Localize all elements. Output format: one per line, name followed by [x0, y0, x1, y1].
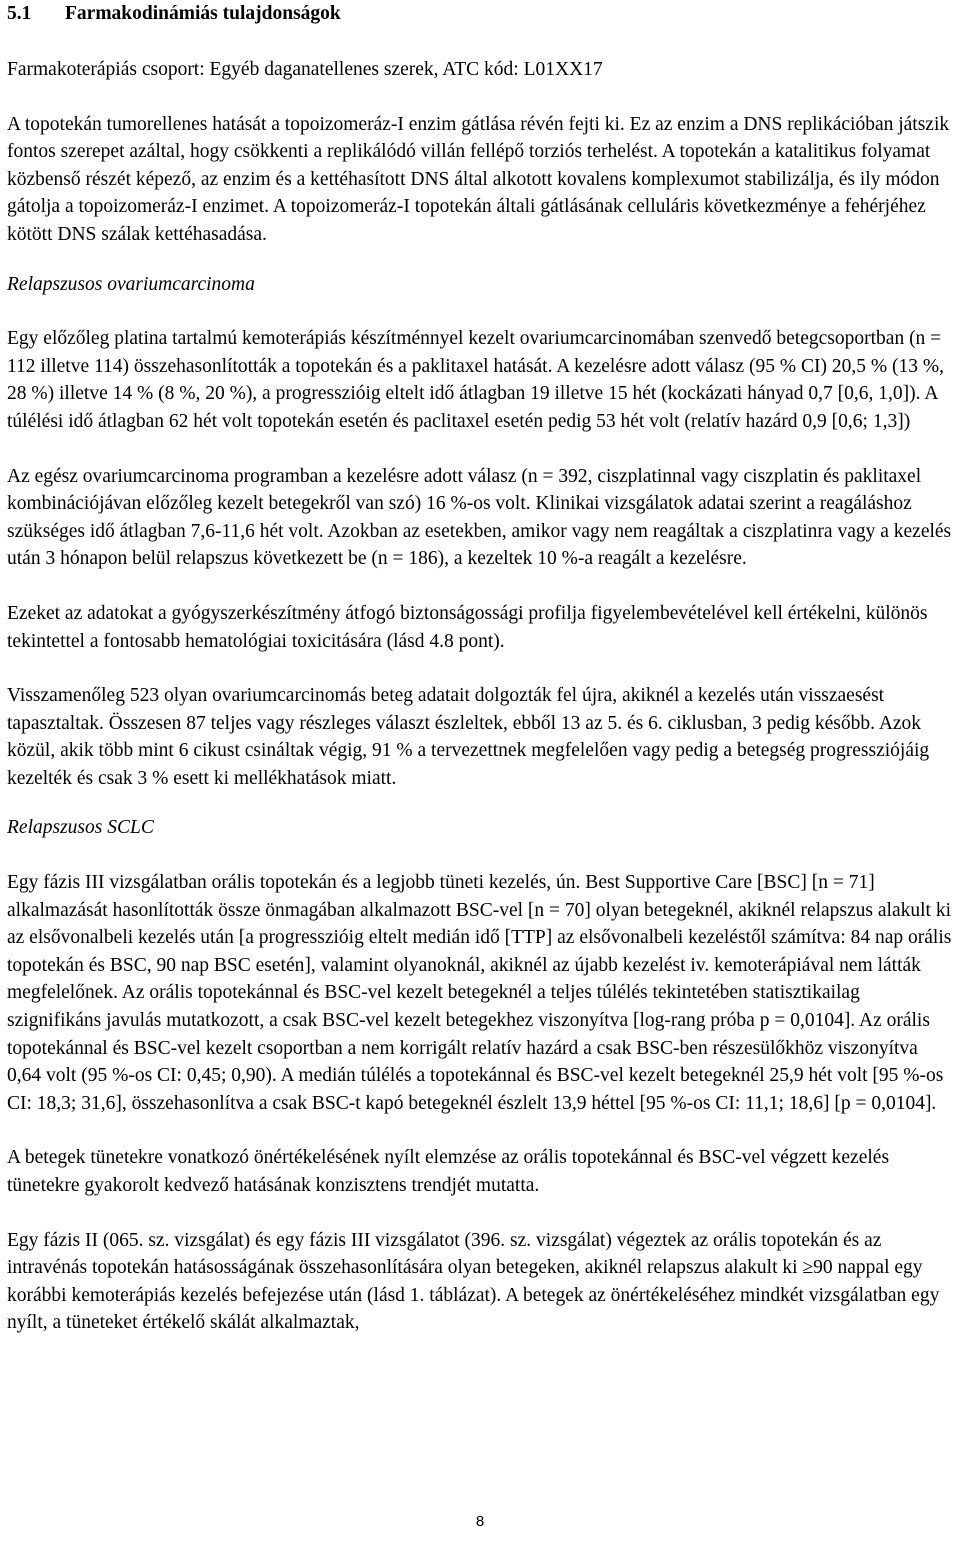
ovarian-trial-paragraph: Egy előzőleg platina tartalmú kemoterápiás készítménnyel kezelt ovariumcarcinomában szenvedő betegcsoportban (n = 112 illetve 114) összehasonlították a topotekán és a paklitaxel hatását. A kezelésre adott válasz (95 % CI) 20,5 % (13 %, 28 %) illetve 14 % (8 %, 20 %), a progresszióig eltelt idő átlagban 19 illetve 15 hét (kockázati hányad 0,7 [0,6, 1,0]). A túlélési idő átlagban 62 hét volt topotekán esetén és paclitaxel esetén pedig 53 hét volt (relatív hazárd 0,9 [0,6; 1,3])	[7, 328, 944, 432]
page-number: 8	[475, 1513, 485, 1530]
sclc-phase3-paragraph: Egy fázis III vizsgálatban orális topotekán és a legjobb tüneti kezelés, ún. Best Supportive Care [BSC] [n = 71] alkalmazását hasonlították össze önmagában alkalmazott BSC-vel [n = 70] olyan betegeknél, akiknél relapszus alakult ki az elsővonalbeli kezelés után [a progresszióig eltelt medián idő [TTP] az elsővonalbeli kezeléstől számítva: 84 nap orális topotekán és BSC, 90 nap BSC esetén], valamint olyanoknál, akiknél az újabb kezelést iv. kemoterápiával nem látták megfelelőnek. Az orális topotekánnal és BSC-vel kezelt betegeknél a teljes túlélés tekintetében statisztikailag szignifikáns javulás mutatkozott, a csak BSC-vel kezelt betegekhez viszonyítva [log-rang próba p = 0,0104]. Az orális topotekánnal és BSC-vel kezelt csoportban a nem korrigált relatív hazárd a csak BSC-ben részesülőkhöz viszonyítva 0,64 volt (95 %-os CI: 0,45; 0,90). A medián túlélés a topotekánnal és BSC-vel kezelt betegeknél 25,9 hét volt [95 %-os CI: 18,3; 31,6], összehasonlítva a csak BSC-t kapó betegeknél észlelt 13,9 héttel [95 %-os CI: 11,1; 18,6] [p = 0,0104].	[7, 872, 952, 1114]
section-heading	[7, 0, 953, 27]
ovarian-program-paragraph: Az egész ovariumcarcinoma programban a kezelésre adott válasz (n = 392, ciszplatinnal vagy ciszplatin és paklitaxel kombinációjávan előzőleg kezelt betegekről van szó) 16 %-os volt. Klinikai vizsgálatok adatai szerint a reagáláshoz szükséges idő átlagban 7,6-11,6 hét volt. Azokban az esetekben, amikor vagy nem reagáltak a ciszplatinra vagy a kezelés után 3 hónapon belül relapszus következett be (n = 186), a kezeltek 10 %-a reagált a kezelésre.	[7, 465, 952, 570]
oral-vs-iv-paragraph: Egy fázis II (065. sz. vizsgálat) és egy fázis III vizsgálatot (396. sz. vizsgálat) végeztek az orális topotekán és az intravénás topotekán hatásosságának összehasonlítására olyan betegeken, akiknél relapszus alakult ki ≥90 nappal egy korábbi kemoterápiás kezelés befejezése után (lásd 1. táblázat). A betegek az önértékeléséhez mindkét vizsgálatban egy nyílt, a tüneteket értékelő skálát alkalmaztak,	[7, 1229, 940, 1334]
mechanism-paragraph: A topotekán tumorellenes hatását a topoizomeráz-I enzim gátlása révén fejti ki. Ez az enzim a DNS replikációban játszik fontos szerepet azáltal, hogy csökkenti a replikálódó villán fellépő torziós terhelést. A topotekán a katalitikus folyamat közbenső részét képező, az enzim és a kettéhasított DNS által alkotott kovalens komplexumot stabilizálja, és ily módon gátolja a topoizomeráz-I enzimet. A topoizomeráz-I topotekán általi gátlásának celluláris következménye a fehérjéhez kötött DNS szálak kettéhasadása.	[7, 113, 950, 245]
subheading-ovarian: Relapszusos ovariumcarcinoma	[7, 273, 255, 295]
symptom-assessment-paragraph: A betegek tünetekre vonatkozó önértékelésének nyílt elemzése az orális topotekánnal és BSC-vel végzett kezelés tünetekre gyakorolt kedvező hatásának konzisztens trendjét mutatta.	[7, 1147, 890, 1196]
document-page	[7, 0, 953, 1337]
retrospective-paragraph: Visszamenőleg 523 olyan ovariumcarcinomás beteg adatait dolgozták fel újra, akiknél a kezelés után visszaesést tapasztaltak. Összesen 87 teljes vagy részleges választ észleltek, ebből 13 az 5. és 6. ciklusban, 3 pedig később. Azok közül, akik több mint 6 cikust csináltak végig, 91 % a tervezettnek megfelelően vagy pedig a betegség progressziójáig kezelték és csak 3 % esett ki mellékhatások miatt.	[7, 685, 930, 789]
atc-classification-paragraph: Farmakoterápiás csoport: Egyéb daganatellenes szerek, ATC kód: L01XX17	[7, 59, 603, 80]
section-number: 5.1	[7, 3, 32, 24]
subheading-sclc: Relapszusos SCLC	[7, 817, 154, 839]
section-title: Farmakodinámiás tulajdonságok	[65, 3, 341, 24]
safety-evaluation-paragraph: Ezeket az adatokat a gyógyszerkészítmény átfogó biztonságossági profilja figyelembevételével kell értékelni, különös tekintettel a fontosabb hematológiai toxicitására (lásd 4.8 pont).	[7, 602, 928, 652]
